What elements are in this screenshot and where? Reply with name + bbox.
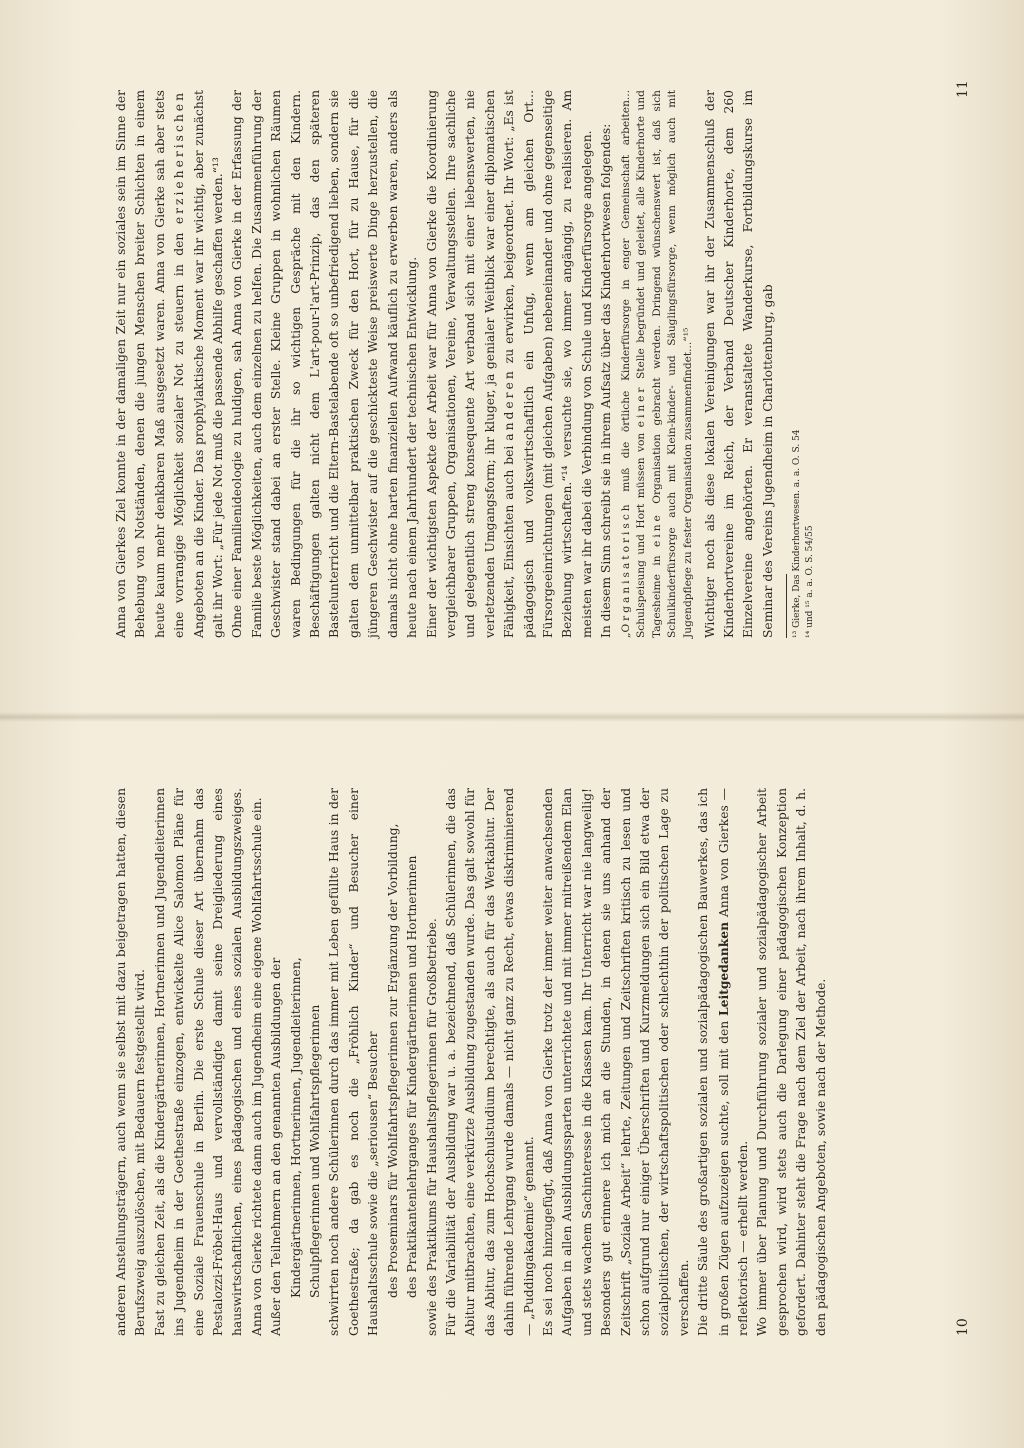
spaced-term: anderen <box>502 368 517 441</box>
bold-term: Leitgedanken <box>715 921 731 1016</box>
left-page-text <box>112 788 831 1336</box>
spaced-term: Organisatorisch <box>619 501 632 633</box>
course-list <box>384 788 423 1336</box>
paragraph <box>694 788 753 1336</box>
list-item: des Praktikantenlehrganges für Kindergärtnerinnen und Hortnerinnen <box>405 855 420 1298</box>
right-page-text <box>112 90 817 638</box>
text-run: Die dritte Säule des großartigen sozialen und sozialpädagogischen Bauwerkes, das ich in großen Zügen aufzuzeigen suchte, soll mit den <box>696 788 731 1336</box>
text-run: muß die örtliche Kinderfürsorge in enger Gemeinschaft arbeiten... Schulspeisung und Hort müssen von <box>619 90 648 638</box>
paragraph: Für die Variabilität der Ausbildung war u. a. bezeichnend, daß Schülerinnen, die das Abitur mitbrachten, eine verkürzte Ausbildung zugestanden wurde. Das galt sowohl für das Abitur, das zum Hochschulstudium berechtigte, als auch für das Werkabitur. Der dahin führende Lehrgang wurde damals — nicht ganz zu Recht, etwas diskriminierend — „Puddingakademie“ genannt. <box>443 788 536 1336</box>
paragraph: Es sei noch hinzugefügt, daß Anna von Gierke trotz der immer weiter anwachsenden Aufgaben in allen Ausbildungssparten unterrichtete und mit immer mitreißendem Elan und stets wachem Sachinteresse in die Klassen kam. Ihr Unterricht war nie langweilig! Besonders gut erinnere ich mich an die Stunden, in denen sie uns anhand der Zeitschrift „Soziale Arbeit“ lehrte, Zeitungen und Zeitschriften kritisch zu lesen und schon aufgrund nur einiger Überschriften und Kurzmeldungen sich ein Bild etwa der sozialpolitischen, der wirtschaftspolitischen oder schlechthin der politischen Lage zu verschaffen. <box>540 788 691 1336</box>
spaced-term: erzieherischen <box>172 90 187 225</box>
footnote: ¹⁴ und ¹⁵ a. a. O. S. 54/55 <box>805 525 816 638</box>
spaced-term: einer <box>635 384 648 428</box>
footnote-divider <box>786 574 787 638</box>
page-number: 11 <box>955 80 971 98</box>
text-run: Anna von Gierkes — reflektorisch — erhellt werden. <box>716 788 750 1336</box>
spaced-term: eine <box>650 512 663 547</box>
text-run: zu erwirken, beigeordnet. Ihr Wort: „Es ist pädagogisch und volkswirtschaftlich ein Unfug, wenn am gleichen Ort... Fürsorgeeinrichtungen (mit gleichen Aufgaben) nebeneinander und ohne gegenseitige Beziehung wirtschaften.“¹⁴ versuchte sie, wo immer angängig, zu realisieren. Am meisten war ihr dabei die Verbindung von Schule und Kinderfürsorge angelegen. <box>502 90 594 638</box>
paragraph: Wichtiger noch als diese lokalen Vereinigungen war ihr der Zusammenschluß der Kinderhortvereine im Reich, der Verband Deutscher Kinderhorte, dem 260 Einzelvereine angehörten. Er veranstaltete Wanderkurse, Fortbildungskurse im Seminar des Vereins Jugendheim in Charlottenburg, gab <box>702 90 775 638</box>
paragraph <box>423 90 598 638</box>
paragraph: Wo immer über Planung und Durchführung sozialer und sozialpädagogischer Arbeit gesprochen wird, wird stets auch die Darlegung einer pädagogischen Konzeption gefordert. Dahinter steht die Frage nach dem Ziel der Arbeit, nach ihrem Inhalt, d. h. den pädagogischen Angeboten, sowie nach der Methode. <box>755 788 828 1336</box>
paragraph: sowie des Praktikums für Haushaltspflegerinnen für Großbetriebe. <box>424 918 439 1336</box>
list-item: Schulpflegerinnen und Wohlfahrtspflegerinnen <box>308 1004 323 1298</box>
text-run: Einer der wichtigsten Aspekte der Arbeit war für Anna von Gierke die Koordinierung vergleichbarer Gruppen, Organisationen, Vereine, Verwaltungsstellen. Ihre sachliche und gelegentlich streng konsequente Art verband sich mit einer liebenswerten, nie verletzenden Umgangsform; ihr kluger, ja genialer Weitblick war einer diplomatischen Fähigkeit, Einsichten auch bei <box>424 90 517 638</box>
paragraph: schwirrten noch andere Schülerinnen durch das immer mit Leben gefüllte Haus in der Goethestraße; da gab es noch die „Fröhlich Kinder“ und Besucher einer Haushaltsschule sowie die „seriousen“ Besucher <box>327 788 381 1336</box>
text-run: Anna von Gierkes Ziel konnte in der damaligen Zeit nur ein soziales sein im Sinne der Behebung von Notständen, denen die jungen Menschen breiter Schichten in einem heute kaum mehr denkbaren Maß ausgesetzt waren. Anna von Gierke sah aber stets eine vorrangige Möglichkeit sozialer Not zu steuern in den <box>114 90 187 638</box>
list-item: des Proseminars für Wohlfahrtspflegerinnen zur Ergänzung der Vorbildung, <box>385 823 400 1298</box>
paragraph <box>112 90 228 638</box>
paragraph: Außer den Teilnehmern an den genannten Ausbildungen der <box>269 957 284 1336</box>
paragraph: In diesem Sinn schreibt sie in ihrem Aufsatz über das Kinderhortwesen folgendes: <box>599 123 614 638</box>
page-number: 10 <box>955 1318 971 1336</box>
footnote: ¹³ Gierke, Das Kinderhortwesen. a. a. O. S. 54 <box>792 429 803 638</box>
text-run: Stelle begründet und geleitet, alle Kinderhorte und Tagesheime in <box>635 90 663 638</box>
left-page <box>0 724 1024 1448</box>
text-run: „ <box>619 632 632 638</box>
text-run: Organisation gebracht werden. Dringend wünschenswert ist, daß sich Schulkinderfürsorge auch mit Klein-kinder- und Säuglingsfürsorge, wenn möglich auch mit Jugendpflege zu fester Organisation zusammenfindet...“¹⁵ <box>650 90 694 638</box>
paragraph: Fast zu gleichen Zeit, als die Kindergärtnerinnen, Hortnerinnen und Jugendleiterinnen ins Jugendheim in der Goethestraße einzogen, entwickelte Alice Salomon Pläne für eine Soziale Frauenschule in Berlin. Die erste Schule dieser Art übernahm das Pestalozzi-Fröbel-Haus und vervollständigte damit seine Dreigliederung eines hauswirtschaftlichen, eines pädagogischen und eines sozialen Ausbildungszweiges. Anna von Gierke richtete dann auch im Jugendheim eine eigene Wohlfahrtsschule ein. <box>152 788 264 1336</box>
paragraph: anderen Anstellungsträgern, auch wenn sie selbst mit dazu beigetragen hatten, diesen Berufszweig auszulöschen, mit Bedauern festgestellt wird. <box>114 788 148 1336</box>
text-run: Angeboten an die Kinder. Das prophylaktische Moment war ihr wichtig, aber zunächst galt ihr Wort: „Für jede Not muß die passende Abhilfe geschaffen werden.“¹³ <box>191 90 226 638</box>
block-quote <box>619 90 697 638</box>
paragraph: Ohne einer Familienideologie zu huldigen, sah Anna von Gierke in der Erfassung der Familie beste Möglichkeiten, auch dem einzelnen zu helfen. Die Zusammenführung der Geschwister stand dabei an erster Stelle. Kleine Gruppen in wohnlichen Räumen waren Bedingungen für die ihr so wichtigen Gespräche mit den Kindern. Beschäftigungen galten nicht dem L'art-pour-l'art-Prinzip, das den späteren Bastelunterricht und die Eltern-Bastelabende oft so unbefriedigend lieben, sondern sie galten dem unmittelbar praktischen Zweck für den Hort, für zu Hause, für die jüngeren Geschwister auf die geschickteste Weise preiswerte Dinge herzustellen, die damals nicht ohne harten finanziellen Aufwand käuflich zu erwerben waren, anders als heute nach einem Jahrhundert der technischen Entwicklung. <box>230 90 420 638</box>
training-list <box>287 788 326 1336</box>
footnotes <box>791 90 817 638</box>
list-item: Kindergärtnerinnen, Hortnerinnen, Jugendleiterinnen, <box>288 957 303 1298</box>
